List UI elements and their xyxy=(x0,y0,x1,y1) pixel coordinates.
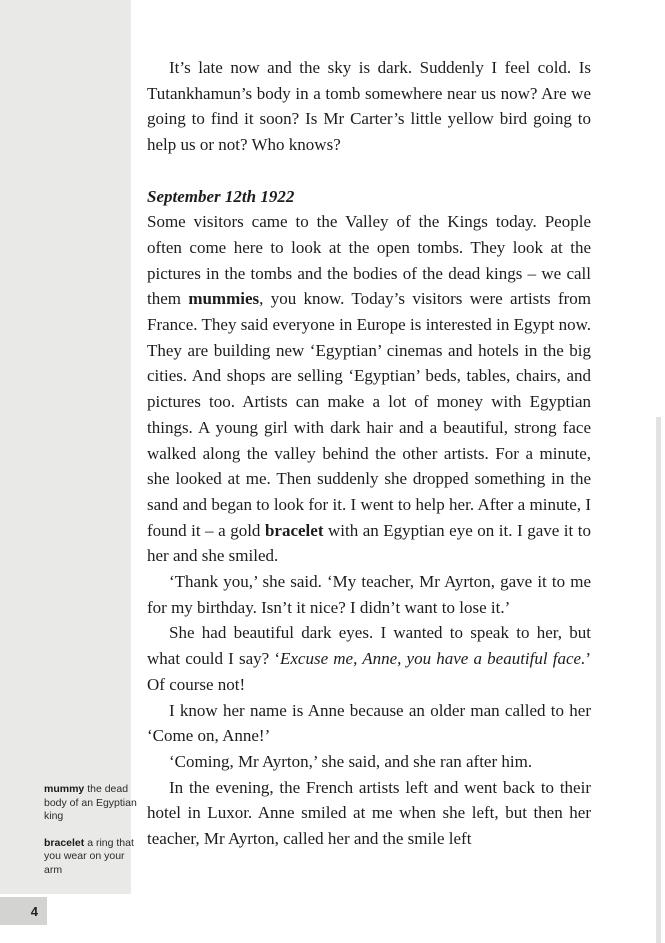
story-paragraph: Some visitors came to the Valley of the Kings today. People often come here to look at the open tombs. They look at the pictures in the tombs and the bodies of the dead kings – we call them mummies, you know. Today’s visitors were artists from France. They said everyone in Europe is interested in Egypt now. They are building new ‘Egyptian’ cinemas and hotels in the big cities. And shops are selling ‘Egyptian’ beds, tables, chairs, and pictures too. Artists can make a lot of money with Egyptian things. A young girl with dark hair and a beautiful, strong face walked along the valley behind the other artists. For a minute, she looked at me. Then suddenly she dropped something in the sand and began to look for it. I went to help her. After a minute, I found it – a gold bracelet with an Egyptian eye on it. I gave it to her and she smiled. xyxy=(147,212,591,566)
story-paragraph: ‘Thank you,’ she said. ‘My teacher, Mr Ayrton, gave it to me for my birthday. Isn’t it nice? I didn’t want to lose it.’ xyxy=(147,572,591,617)
glossary-term: bracelet xyxy=(44,836,85,849)
story-paragraph: I know her name is Anne because an older man called to her ‘Come on, Anne!’ xyxy=(147,700,591,746)
page-number-box xyxy=(0,897,47,925)
glossary-definition: a ring that you wear on your arm xyxy=(44,836,134,876)
page-number: 4 xyxy=(30,903,38,919)
story-text xyxy=(147,55,591,852)
diary-date-heading: September 12th 1922 xyxy=(147,186,295,206)
glossary xyxy=(44,783,137,890)
story-paragraph: It’s late now and the sky is dark. Suddenly I feel cold. Is Tutankhamun’s body in a tomb somewhere near us now? Are we going to find it soon? Is Mr Carter’s little yellow bird going to help us or not? Who knows? xyxy=(147,58,591,155)
glossary-entry xyxy=(44,783,137,824)
glossary-term: mummy xyxy=(44,783,85,795)
story-paragraph: ‘Coming, Mr Ayrton,’ she said, and she ran after him. xyxy=(169,751,533,771)
page-edge-shading xyxy=(656,417,661,943)
story-paragraph: She had beautiful dark eyes. I wanted to speak to her, but what could I say? ‘Excuse me, Anne, you have a beautiful face.’ Of course not! xyxy=(147,623,591,694)
glossary-definition: the dead body of an Egyptian king xyxy=(44,783,137,822)
glossary-entry xyxy=(44,837,137,878)
story-paragraph: In the evening, the French artists left and went back to their hotel in Luxor. Anne smiled at me when she left, but then her teacher, Mr Ayrton, called her and the smile left xyxy=(147,777,591,849)
left-margin-band xyxy=(0,0,131,894)
